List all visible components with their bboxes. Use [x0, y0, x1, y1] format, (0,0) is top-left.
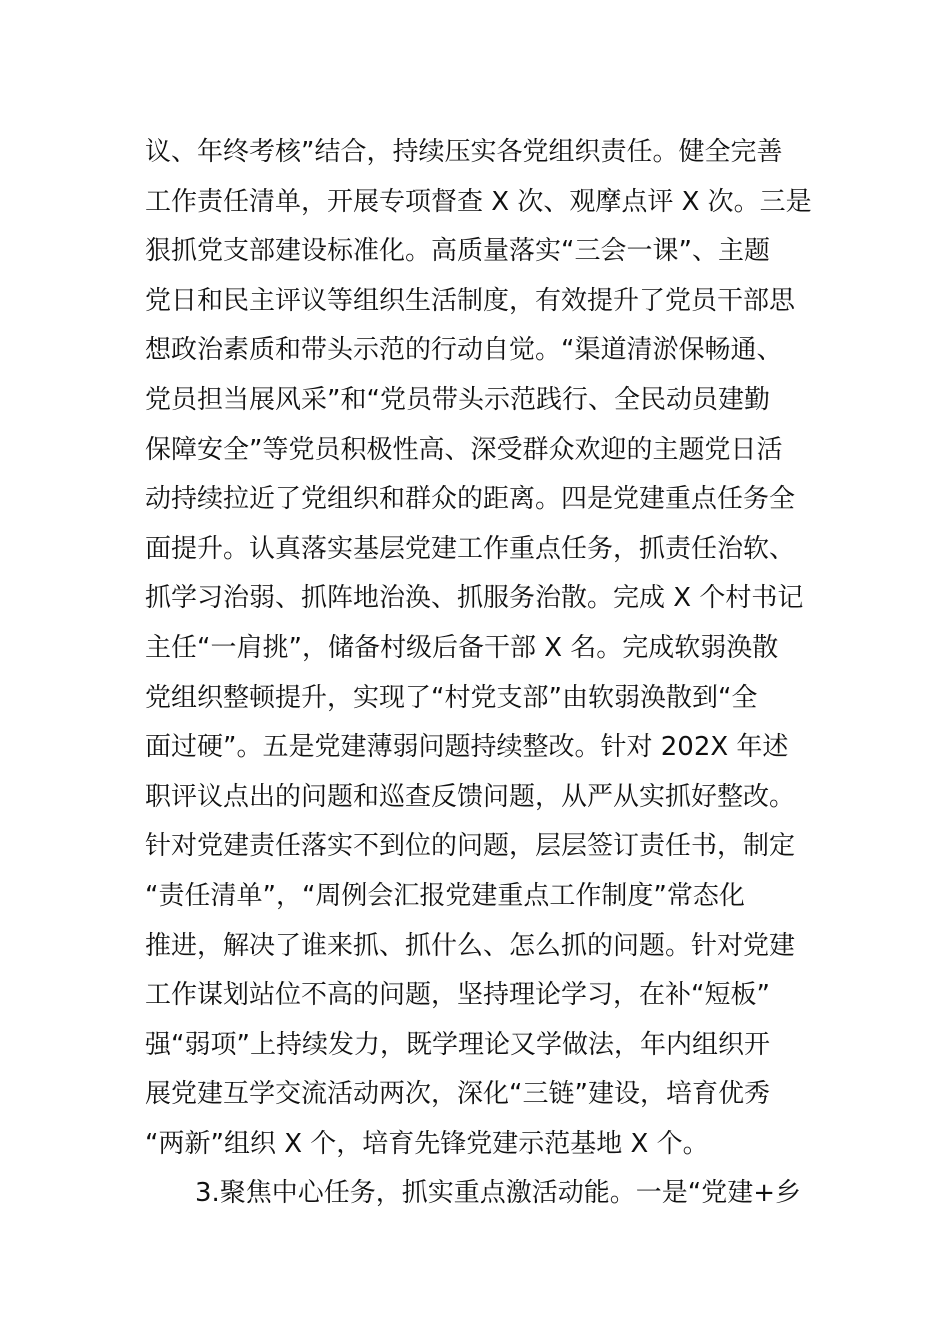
text-line: 面提升。认真落实基层党建工作重点任务，抓责任治软、	[145, 533, 796, 564]
text-line: 面过硬”。五是党建薄弱问题持续整改。针对 202X 年述	[145, 732, 789, 763]
text-line: 保障安全”等党员积极性高、深受群众欢迎的主题党日活	[145, 434, 783, 465]
text-line: 党组织整顿提升，实现了“村党支部”由软弱涣散到“全	[145, 682, 758, 713]
text-line: 狠抓党支部建设标准化。高质量落实“三会一课”、主题	[145, 236, 770, 267]
document-body	[145, 128, 810, 1219]
text-line: 工作责任清单，开展专项督查 X 次、观摩点评 X 次。三是	[145, 186, 812, 217]
text-line: 推进，解决了谁来抓、抓什么、怎么抓的问题。针对党建	[145, 930, 796, 961]
section-heading-line: 3.聚焦中心任务，抓实重点激活动能。一是“党建+乡	[195, 1178, 802, 1209]
text-line: 展党建互学交流活动两次，深化“三链”建设，培育优秀	[145, 1079, 770, 1110]
text-line: 强“弱项”上持续发力，既学理论又学做法，年内组织开	[145, 1029, 770, 1060]
text-line: 党员担当展风采”和“党员带头示范践行、全民动员建勤	[145, 384, 770, 415]
text-line: 针对党建责任落实不到位的问题，层层签订责任书，制定	[145, 831, 796, 862]
text-line: 工作谋划站位不高的问题，坚持理论学习，在补“短板”	[145, 980, 770, 1011]
text-line: 议、年终考核”结合，持续压实各党组织责任。健全完善	[145, 137, 783, 167]
text-line: 动持续拉近了党组织和群众的距离。四是党建重点任务全	[145, 484, 796, 515]
text-line: 党日和民主评议等组织生活制度，有效提升了党员干部思	[145, 285, 796, 316]
text-line: 抓学习治弱、抓阵地治涣、抓服务治散。完成 X 个村书记	[145, 583, 804, 614]
text-line: “两新”组织 X 个，培育先锋党建示范基地 X 个。	[145, 1128, 709, 1159]
text-line: 职评议点出的问题和巡查反馈问题，从严从实抓好整改。	[145, 781, 796, 812]
text-line: 想政治素质和带头示范的行动自觉。“渠道清淤保畅通、	[145, 335, 783, 366]
text-line: “责任清单”，“周例会汇报党建重点工作制度”常态化	[145, 880, 745, 911]
text-line: 主任“一肩挑”，储备村级后备干部 X 名。完成软弱涣散	[145, 632, 779, 663]
